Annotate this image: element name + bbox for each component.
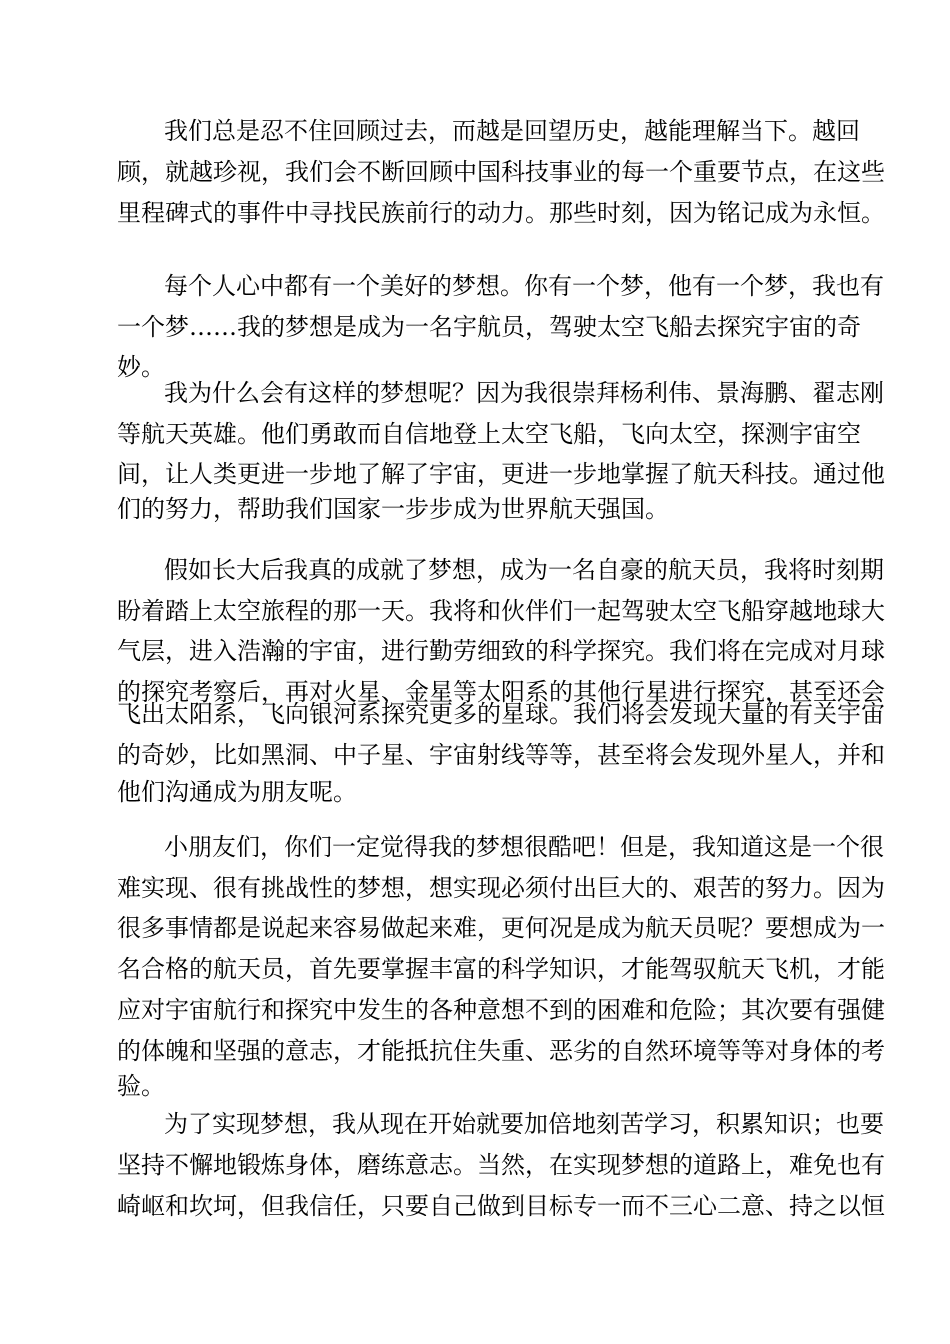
text-line: 为了实现梦想，我从现在开始就要加倍地刻苦学习，积累知识；也要	[164, 1110, 884, 1138]
text-line: 崎岖和坎坷，但我信任，只要自己做到目标专一而不三心二意、持之以恒	[117, 1192, 885, 1220]
text-line: 顾，就越珍视，我们会不断回顾中国科技事业的每一个重要节点，在这些	[117, 158, 885, 186]
text-line: 小朋友们，你们一定觉得我的梦想很酷吧！但是，我知道这是一个很	[164, 833, 884, 861]
text-line: 每个人心中都有一个美好的梦想。你有一个梦，他有一个梦，我也有	[164, 272, 884, 300]
text-line: 的奇妙，比如黑洞、中子星、宇宙射线等等，甚至将会发现外星人，并和	[117, 741, 885, 769]
text-line: 盼着踏上太空旅程的那一天。我将和伙伴们一起驾驶太空飞船穿越地球大	[117, 597, 885, 625]
text-line: 的体魄和坚强的意志，才能抵抗住失重、恶劣的自然环境等等对身体的考	[117, 1037, 885, 1065]
text-line: 很多事情都是说起来容易做起来难，更何况是成为航天员呢？要想成为一	[117, 914, 885, 942]
text-line: 间，让人类更进一步地了解了宇宙，更进一步地掌握了航天科技。通过他	[117, 460, 885, 488]
text-line: 应对宇宙航行和探究中发生的各种意想不到的困难和危险；其次要有强健	[117, 996, 885, 1024]
text-line: 等航天英雄。他们勇敢而自信地登上太空飞船，飞向太空，探测宇宙空	[117, 420, 861, 448]
text-line: 我们总是忍不住回顾过去，而越是回望历史，越能理解当下。越回	[164, 117, 860, 145]
text-line: 的探究考察后，再对火星、金星等太阳系的其他行星进行探究，甚至还会	[117, 678, 885, 706]
text-line: 气层，进入浩瀚的宇宙，进行勤劳细致的科学探究。我们将在完成对月球	[117, 637, 885, 665]
text-line: 假如长大后我真的成就了梦想，成为一名自豪的航天员，我将时刻期	[164, 556, 884, 584]
text-line: 飞出太阳系，飞向银河系探究更多的星球。我们将会发现大量的有关宇宙	[117, 700, 885, 728]
text-line: 他们沟通成为朋友呢。	[117, 778, 357, 806]
text-line: 里程碑式的事件中寻找民族前行的动力。那些时刻，因为铭记成为永恒。	[117, 199, 885, 227]
text-line: 一个梦……我的梦想是成为一名宇航员，驾驶太空飞船去探究宇宙的奇	[117, 313, 861, 341]
text-line: 我为什么会有这样的梦想呢？因为我很崇拜杨利伟、景海鹏、翟志刚	[164, 379, 884, 407]
text-line: 名合格的航天员，首先要掌握丰富的科学知识，才能驾驭航天飞机，才能	[117, 955, 885, 983]
text-line: 们的努力，帮助我们国家一步步成为世界航天强国。	[117, 495, 669, 523]
text-line: 验。	[117, 1072, 165, 1100]
text-line: 妙。	[117, 353, 165, 381]
text-line: 难实现、很有挑战性的梦想，想实现必须付出巨大的、艰苦的努力。因为	[117, 874, 885, 902]
text-line: 坚持不懈地锻炼身体，磨练意志。当然，在实现梦想的道路上，难免也有	[117, 1151, 885, 1179]
